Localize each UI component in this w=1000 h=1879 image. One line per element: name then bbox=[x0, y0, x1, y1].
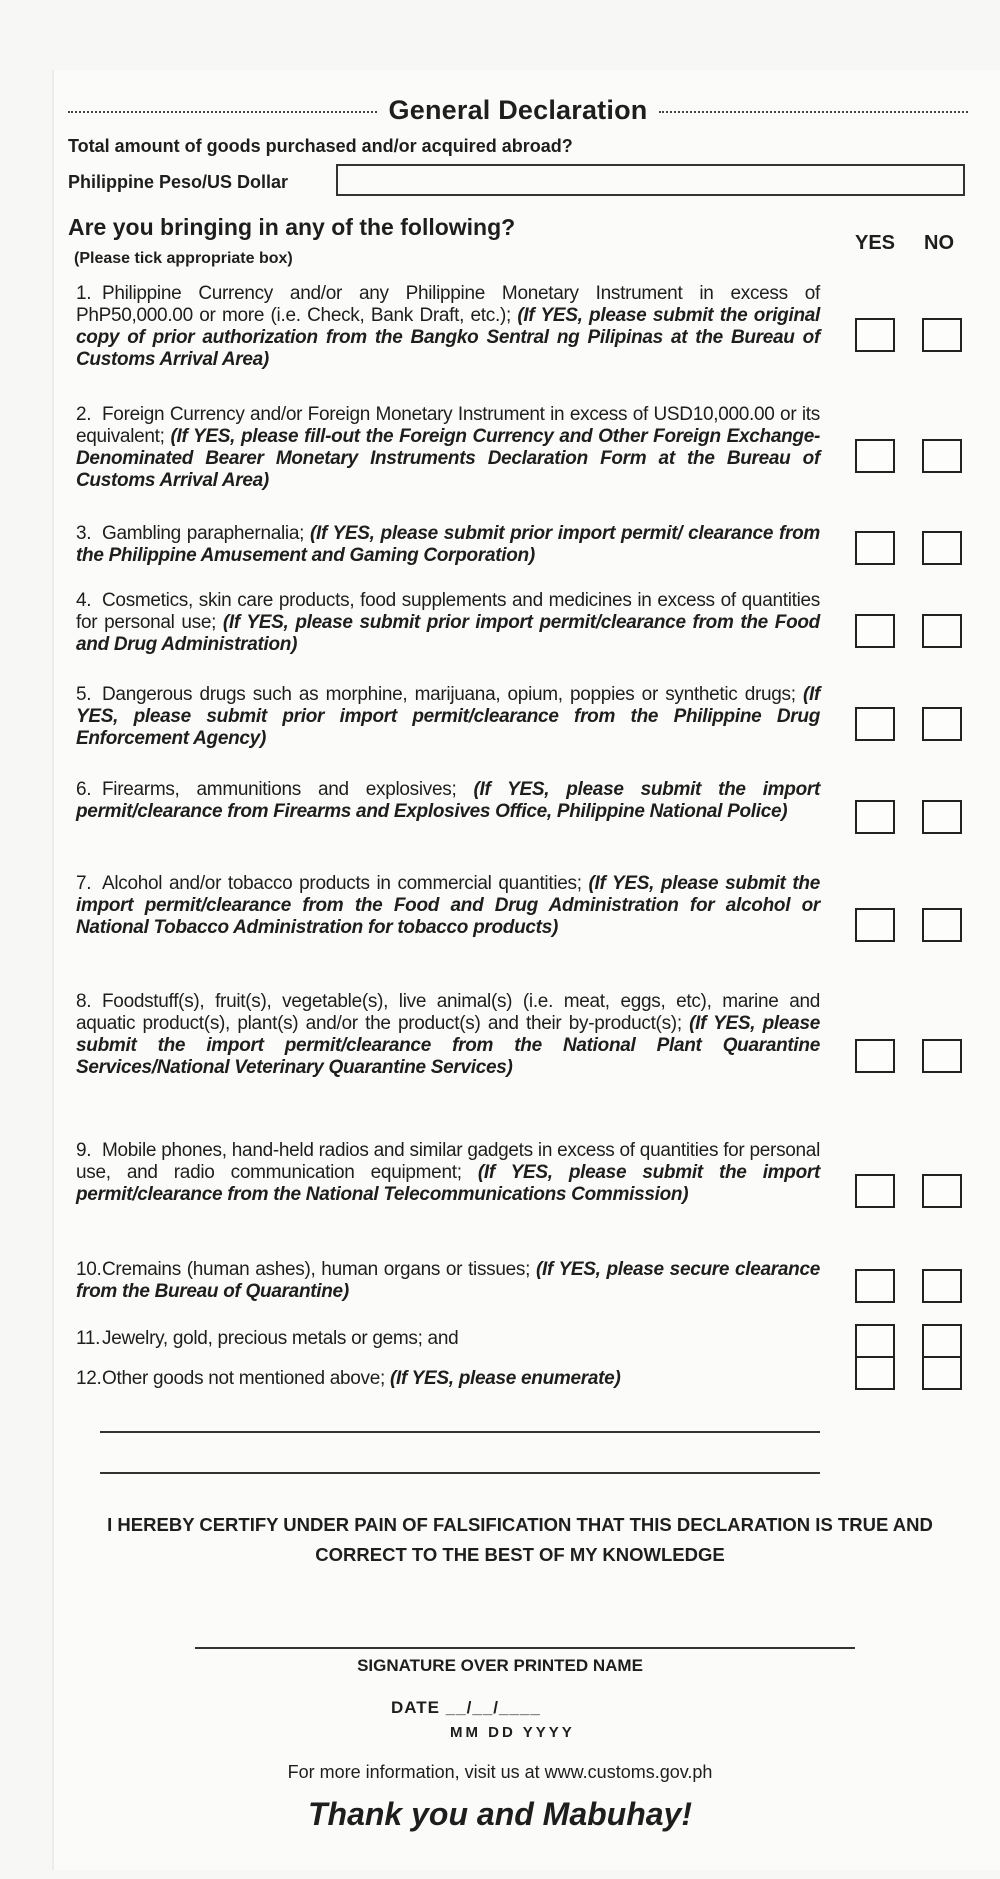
no-checkbox[interactable] bbox=[922, 614, 962, 648]
item-number: 5. bbox=[76, 684, 92, 705]
declaration-item bbox=[76, 1368, 820, 1390]
item-text: Cremains (human ashes), human organs or tissues; bbox=[102, 1259, 536, 1280]
item-text: Foreign Currency and/or Foreign Monetary Instrument in excess of USD10,000.00 or its equivalent; bbox=[76, 404, 820, 447]
item-text: Dangerous drugs such as morphine, marijuana, opium, poppies or synthetic drugs; bbox=[102, 684, 803, 705]
no-checkbox[interactable] bbox=[922, 1269, 962, 1303]
item-number: 9. bbox=[76, 1140, 92, 1161]
no-checkbox[interactable] bbox=[922, 531, 962, 565]
declaration-item bbox=[76, 590, 820, 656]
yes-checkbox[interactable] bbox=[855, 318, 895, 352]
yes-checkbox[interactable] bbox=[855, 707, 895, 741]
yes-checkbox[interactable] bbox=[855, 1356, 895, 1390]
declaration-item bbox=[76, 1140, 820, 1206]
item-text: Alcohol and/or tobacco products in commercial quantities; bbox=[102, 873, 589, 894]
enumerate-line[interactable] bbox=[100, 1431, 820, 1433]
item-number: 1. bbox=[76, 283, 92, 304]
declaration-item bbox=[76, 991, 820, 1079]
item-number: 11. bbox=[76, 1328, 101, 1349]
currency-label: Philippine Peso/US Dollar bbox=[68, 172, 289, 192]
item-text: Jewelry, gold, precious metals or gems; and bbox=[102, 1328, 459, 1349]
item-note: (If YES, please submit the import permit/clearance from the Food and Drug Administration for alcohol or National Tobacco Administration for tobacco products) bbox=[76, 873, 820, 938]
item-text: Philippine Currency and/or any Philippine Monetary Instrument in excess of PhP50,000.00 or more (i.e. Check, Bank Draft, etc.); bbox=[76, 283, 820, 326]
item-note: (If YES, please submit the original copy of prior authorization from the Bangko Sentral ng Pilipinas at the Bureau of Customs Arrival Area) bbox=[76, 305, 821, 370]
declaration-item bbox=[76, 523, 820, 567]
item-text: Gambling paraphernalia; bbox=[102, 523, 310, 544]
declaration-item bbox=[76, 404, 820, 492]
items-question: Are you bringing in any of the following? bbox=[68, 214, 516, 240]
no-checkbox[interactable] bbox=[922, 1039, 962, 1073]
certification-statement: I HEREBY CERTIFY UNDER PAIN OF FALSIFICATION THAT THIS DECLARATION IS TRUE AND CORRECT TO THE BEST OF MY KNOWLEDGE bbox=[107, 1514, 933, 1565]
no-checkbox[interactable] bbox=[922, 439, 962, 473]
item-note: (If YES, please submit prior import permit/clearance from the Philippine Drug Enforcement Agency) bbox=[76, 684, 820, 749]
no-checkbox[interactable] bbox=[922, 800, 962, 834]
total-amount-field[interactable] bbox=[336, 164, 965, 196]
declaration-item bbox=[76, 283, 820, 371]
item-note: (If YES, please submit the import permit/clearance from the National Plant Quarantine Services/National Veterinary Quarantine Services) bbox=[76, 1013, 820, 1078]
item-note: (If YES, please enumerate) bbox=[389, 1368, 621, 1389]
date-format-hint: MM DD YYYY bbox=[450, 1724, 575, 1741]
item-number: 6. bbox=[76, 779, 92, 800]
item-text: Other goods not mentioned above; bbox=[102, 1368, 390, 1389]
yes-checkbox[interactable] bbox=[855, 1039, 895, 1073]
signature-label: SIGNATURE OVER PRINTED NAME bbox=[357, 1656, 643, 1675]
yes-column-header: YES bbox=[855, 232, 896, 254]
section-title: General Declaration bbox=[388, 94, 648, 125]
yes-checkbox[interactable] bbox=[855, 439, 895, 473]
total-amount-question: Total amount of goods purchased and/or acquired abroad? bbox=[68, 136, 573, 156]
item-note: (If YES, please submit the import permit/clearance from the National Telecommunications Commission) bbox=[76, 1162, 820, 1205]
no-column-header: NO bbox=[924, 232, 954, 254]
signature-line[interactable] bbox=[195, 1647, 855, 1649]
no-checkbox[interactable] bbox=[922, 707, 962, 741]
more-info-text: For more information, visit us at www.customs.gov.ph bbox=[287, 1762, 713, 1782]
yes-checkbox[interactable] bbox=[855, 1324, 895, 1358]
no-checkbox[interactable] bbox=[922, 908, 962, 942]
item-number: 8. bbox=[76, 991, 92, 1012]
item-text: Firearms, ammunitions and explosives; bbox=[102, 779, 474, 800]
yes-checkbox[interactable] bbox=[855, 1174, 895, 1208]
declaration-item bbox=[76, 1259, 820, 1303]
declaration-item bbox=[76, 779, 820, 823]
item-note: (If YES, please submit prior import permit/clearance from the Food and Drug Administration) bbox=[76, 612, 820, 655]
yes-checkbox[interactable] bbox=[855, 800, 895, 834]
item-number: 10. bbox=[76, 1259, 102, 1280]
item-number: 7. bbox=[76, 873, 92, 894]
yes-checkbox[interactable] bbox=[855, 1269, 895, 1303]
item-note: (If YES, please submit the import permit/clearance from Firearms and Explosives Office, Philippine National Police) bbox=[76, 779, 821, 822]
yes-checkbox[interactable] bbox=[855, 614, 895, 648]
yes-checkbox[interactable] bbox=[855, 908, 895, 942]
item-text: Cosmetics, skin care products, food supplements and medicines in excess of quantities for personal use; bbox=[76, 590, 820, 633]
no-checkbox[interactable] bbox=[922, 1356, 962, 1390]
header-dots-left bbox=[68, 111, 377, 113]
declaration-item bbox=[76, 873, 820, 939]
item-note: (If YES, please secure clearance from the Bureau of Quarantine) bbox=[76, 1259, 820, 1302]
no-checkbox[interactable] bbox=[922, 1324, 962, 1358]
yes-checkbox[interactable] bbox=[855, 531, 895, 565]
no-checkbox[interactable] bbox=[922, 1174, 962, 1208]
thank-you-message: Thank you and Mabuhay! bbox=[307, 1796, 693, 1832]
item-text: Foodstuff(s), fruit(s), vegetable(s), live animal(s) (i.e. meat, eggs, etc), marine and aquatic product(s), plant(s) and/or the product(s) and their by-product(s); bbox=[76, 991, 820, 1034]
header-dots-right bbox=[659, 111, 968, 113]
item-number: 4. bbox=[76, 590, 92, 611]
enumerate-line[interactable] bbox=[100, 1472, 820, 1474]
item-number: 12. bbox=[76, 1368, 102, 1389]
date-field[interactable]: DATE __/__/____ bbox=[391, 1698, 541, 1717]
item-text: Mobile phones, hand-held radios and similar gadgets in excess of quantities for personal use, and radio communication equipment; bbox=[76, 1140, 820, 1183]
section-header bbox=[68, 92, 968, 128]
tick-instruction: (Please tick appropriate box) bbox=[74, 250, 293, 267]
item-note: (If YES, please submit prior import permit/ clearance from the Philippine Amusement and Gaming Corporation) bbox=[76, 523, 820, 566]
item-note: (If YES, please fill-out the Foreign Currency and Other Foreign Exchange-Denominated Bearer Monetary Instruments Declaration Form at the Bureau of Customs Arrival Area) bbox=[76, 426, 820, 491]
declaration-item bbox=[76, 684, 820, 750]
no-checkbox[interactable] bbox=[922, 318, 962, 352]
item-number: 2. bbox=[76, 404, 92, 425]
declaration-item bbox=[76, 1328, 820, 1350]
item-number: 3. bbox=[76, 523, 92, 544]
